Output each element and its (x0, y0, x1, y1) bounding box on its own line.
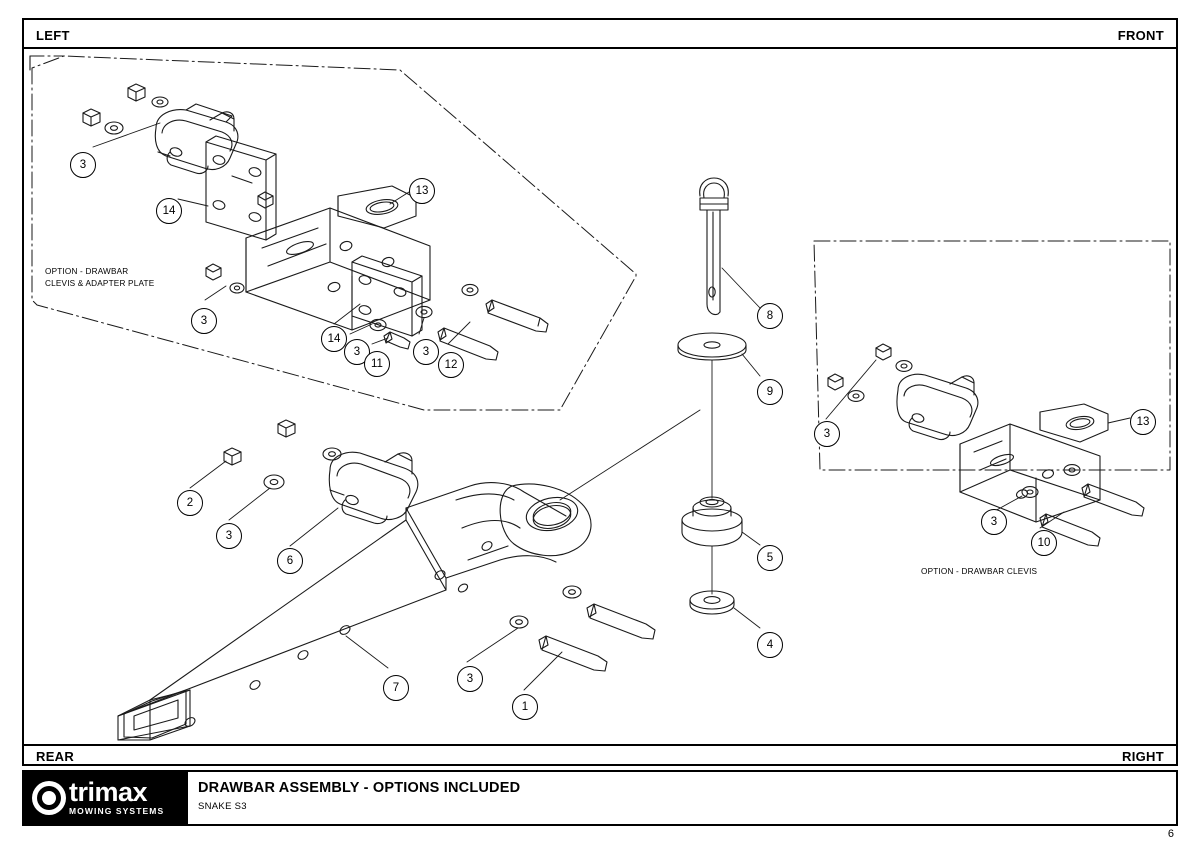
logo-text (69, 776, 165, 817)
note-option-clevis-adapter (45, 266, 154, 290)
callout-7[interactable]: 7 (383, 675, 409, 701)
callout-3g[interactable]: 3 (216, 523, 242, 549)
title-block (22, 770, 1178, 826)
callout-9[interactable]: 9 (757, 379, 783, 405)
diagram-model: SNAKE S3 (198, 801, 247, 812)
callout-8[interactable]: 8 (757, 303, 783, 329)
brand-logo (24, 772, 186, 824)
callout-2[interactable]: 2 (177, 490, 203, 516)
title-text-block (186, 772, 1176, 824)
callout-6[interactable]: 6 (277, 548, 303, 574)
orientation-label-right: RIGHT (1122, 749, 1164, 764)
orientation-label-left: LEFT (36, 28, 70, 43)
callout-13b[interactable]: 13 (1130, 409, 1156, 435)
callout-3e[interactable]: 3 (814, 421, 840, 447)
diagram-title: DRAWBAR ASSEMBLY - OPTIONS INCLUDED (198, 780, 521, 796)
note-line-1: OPTION - DRAWBAR CLEVIS (921, 567, 1038, 576)
top-rule (24, 47, 1176, 49)
note-line-1: OPTION - DRAWBAR (45, 267, 129, 276)
callout-10[interactable]: 10 (1031, 530, 1057, 556)
callout-1[interactable]: 1 (512, 694, 538, 720)
bottom-rule (24, 744, 1176, 746)
callout-4[interactable]: 4 (757, 632, 783, 658)
callout-14b[interactable]: 14 (321, 326, 347, 352)
callout-14[interactable]: 14 (156, 198, 182, 224)
page-number: 6 (1167, 828, 1174, 840)
callout-3c[interactable]: 3 (344, 339, 370, 365)
note-option-clevis (921, 566, 1037, 578)
callout-13[interactable]: 13 (409, 178, 435, 204)
callout-3d[interactable]: 3 (413, 339, 439, 365)
callout-3b[interactable]: 3 (191, 308, 217, 334)
drawing-frame (22, 18, 1178, 766)
callout-11[interactable]: 11 (364, 351, 390, 377)
note-line-2: CLEVIS & ADAPTER PLATE (45, 278, 155, 288)
orientation-label-rear: REAR (36, 749, 75, 764)
callout-3[interactable]: 3 (70, 152, 96, 178)
callout-3f[interactable]: 3 (981, 509, 1007, 535)
callout-3h[interactable]: 3 (457, 666, 483, 692)
logo-tagline: MOWING SYSTEMS (69, 806, 165, 817)
callout-12[interactable]: 12 (438, 352, 464, 378)
trimax-swirl-icon (32, 781, 66, 815)
callout-5[interactable]: 5 (757, 545, 783, 571)
orientation-label-front: FRONT (1117, 28, 1164, 43)
logo-wordmark: trimax (69, 776, 148, 807)
